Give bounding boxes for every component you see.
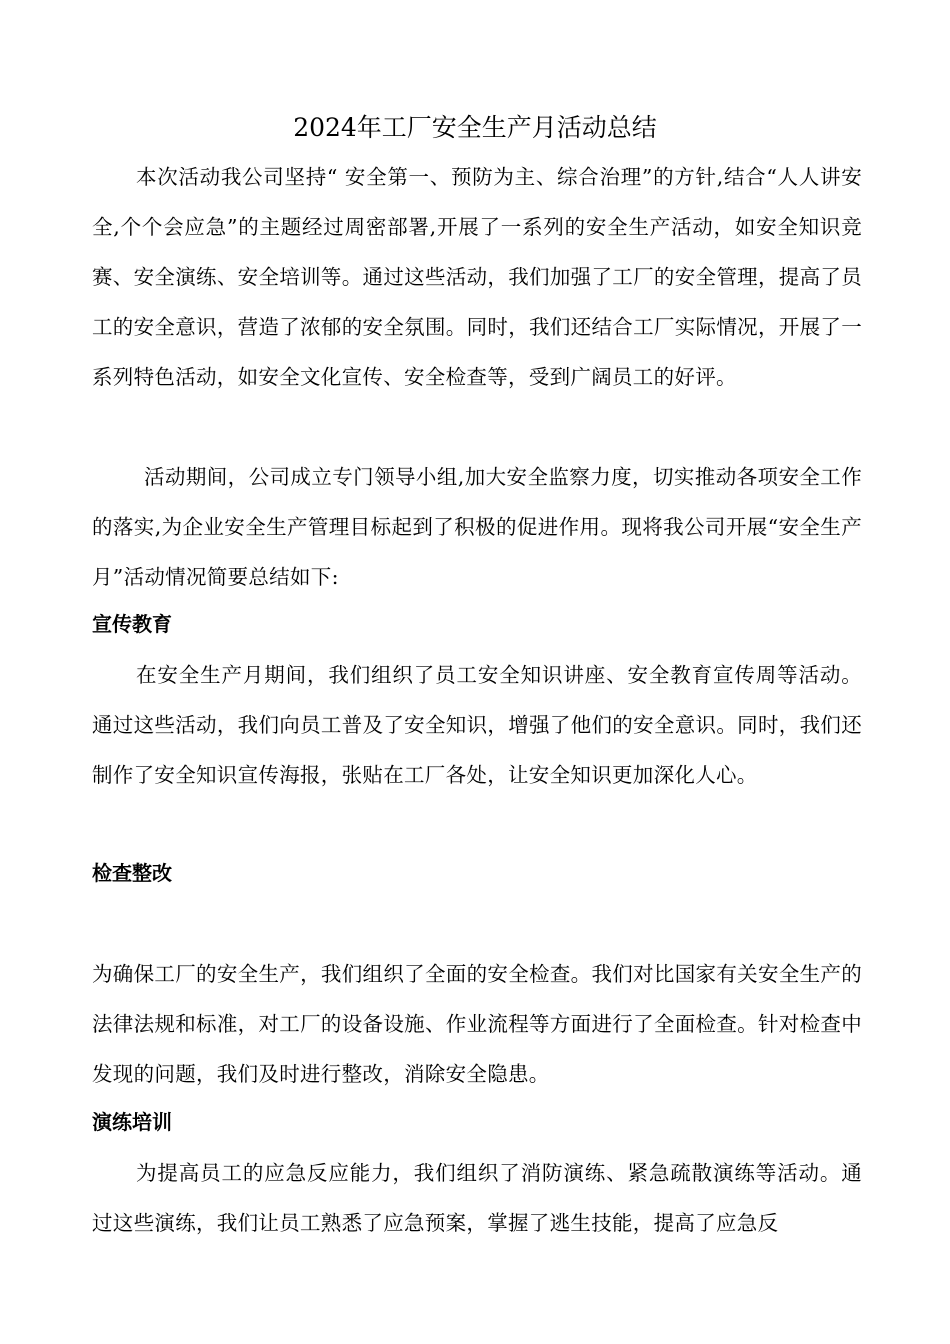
intro-paragraph-1: 本次活动我公司坚持“ 安全第一、预防为主、综合治理”的方针,结合“人人讲安全,个个会应急”的主题经过周密部署,开展了一系列的安全生产活动，如安全知识竞赛、安全演练、安全培训等。通过这些活动，我们加强了工厂的安全管理，提高了员工的安全意识，营造了浓郁的安全氛围。同时，我们还结合工厂实际情况，开展了一系列特色活动，如安全文化宣传、安全检查等，受到广阔员工的好评。 [92, 165, 862, 389]
section-text-publicity: 在安全生产月期间，我们组织了员工安全知识讲座、安全教育宣传周等活动。通过这些活动，我们向员工普及了安全知识，增强了他们的安全意识。同时，我们还制作了安全知识宣传海报，张贴在工厂各处，让安全知识更加深化人心。 [92, 663, 862, 787]
section-text-drills: 为提高员工的应急反应能力，我们组织了消防演练、紧急疏散演练等活动。通过这些演练，我们让员工熟悉了应急预案，掌握了逃生技能，提高了应急反 [92, 1161, 862, 1235]
document-title: 2024年工厂安全生产月活动总结 [293, 113, 657, 142]
intro-paragraph-2: 活动期间，公司成立专门领导小组,加大安全监察力度，切实推动各项安全工作的落实,为企业安全生产管理目标起到了积极的促进作用。现将我公司开展“安全生产月”活动情况简要总结如下: [92, 465, 862, 589]
section-heading-publicity: 宣传教育 [92, 612, 172, 636]
section-text-inspection: 为确保工厂的安全生产，我们组织了全面的安全检查。我们对比国家有关安全生产的法律法规和标准，对工厂的设备设施、作业流程等方面进行了全面检查。针对检查中发现的问题，我们及时进行整改，消除安全隐患。 [92, 962, 862, 1086]
section-heading-drills: 演练培训 [92, 1110, 172, 1134]
section-heading-inspection: 检查整改 [92, 861, 172, 885]
